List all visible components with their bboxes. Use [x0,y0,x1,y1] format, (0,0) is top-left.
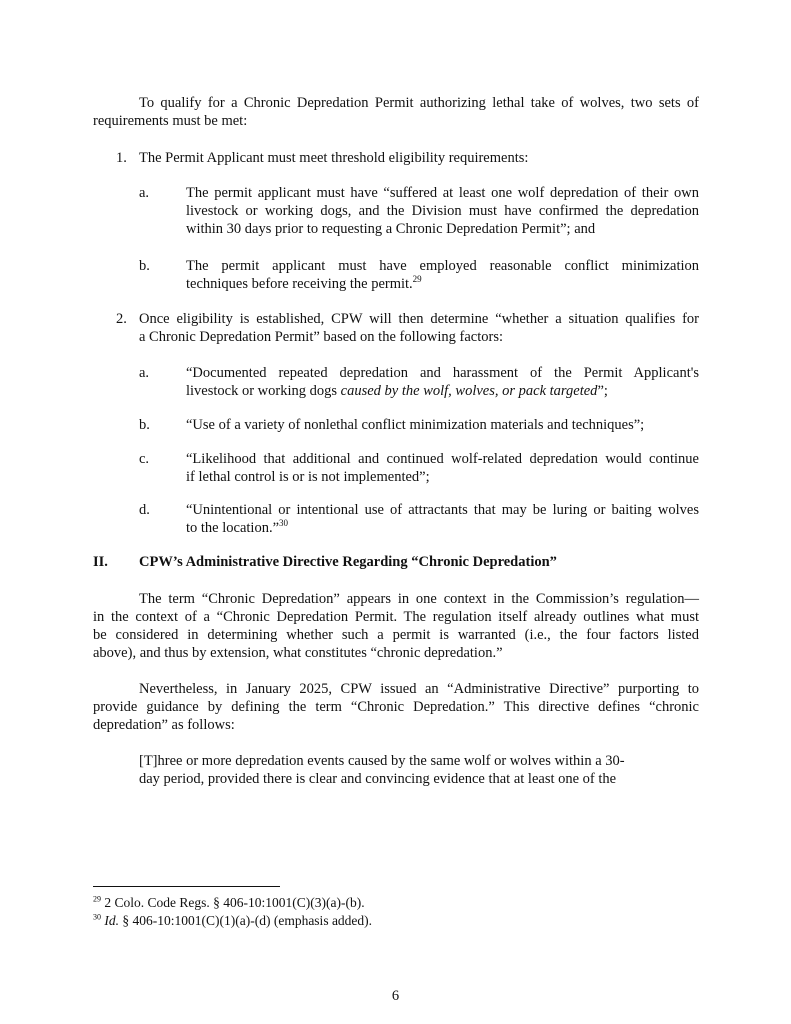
item2-line-2: a Chronic Depredation Permit” based on the following factors: [139,329,504,345]
para2-line-2: provide guidance by defining the term “Chronic Depredation.” This directive defines “chronic [93,699,699,715]
page-number: 6 [391,988,400,1004]
item1-b-line-1: The permit applicant must have employed reasonable conflict minimization [186,258,699,274]
item2-d-line-1: “Unintentional or intentional use of attractants that may be luring or baiting wolves [186,502,699,518]
item2-d-line-2 [186,519,288,537]
item1-a-line-1: The permit applicant must have “suffered at least one wolf depredation of their own [186,185,699,201]
footnote-30-italic: Id. [104,913,119,928]
item2-a-letter: a. [139,365,150,381]
para1-line-4: above), and thus by extension, what constitutes “chronic depredation.” [93,645,503,661]
item2-d-line-2-text: to the location.” [186,520,280,536]
footnote-ref-29[interactable]: 29 [412,274,422,285]
item1-a-line-2: livestock or working dogs, and the Division must have confirmed the depredation [186,203,699,219]
item2-a-line-2-end: ”; [597,383,608,399]
item1-a-line-3: within 30 days prior to requesting a Chronic Depredation Permit”; and [186,221,596,237]
para1-line-2: in the context of a “Chronic Depredation Permit. The regulation itself already outlines what must [93,609,699,625]
footnote-30-text: § 406-10:1001(C)(1)(a)-(d) (emphasis added). [119,913,373,928]
item2-a-line-2-plain: livestock or working dogs [186,383,341,399]
item2-c-letter: c. [139,451,150,467]
item2-b-letter: b. [139,417,150,433]
item1-text: The Permit Applicant must meet threshold eligibility requirements: [139,150,529,166]
item1-a-letter: a. [139,185,150,201]
para1-line-3: be considered in determining whether such a permit is warranted (i.e., the four factors listed [93,627,699,643]
section-heading: CPW’s Administrative Directive Regarding “Chronic Depredation” [139,554,557,570]
item2-a-line-2-italic: caused by the wolf, wolves, or pack targeted [340,383,598,399]
item1-b-line-2 [186,275,422,293]
item2-c-line-2: if lethal control is or is not implemented”; [186,469,430,485]
quote-line-2: day period, provided there is clear and convincing evidence that at least one of the [139,771,617,787]
intro-line-1: To qualify for a Chronic Depredation Permit authorizing lethal take of wolves, two sets of [139,95,699,111]
item2-a-line-2 [186,382,608,400]
item2-c-line-1: “Likelihood that additional and continued wolf-related depredation would continue [186,451,699,467]
section-number: II. [93,554,108,570]
quote-line-1: [T]hree or more depredation events caused by the same wolf or wolves within a 30- [139,753,625,769]
item2-a-line-1: “Documented repeated depredation and harassment of the Permit Applicant's [186,365,699,381]
footnote-29-mark: 29 [93,894,101,904]
item1-b-letter: b. [139,258,150,274]
footnote-divider [93,886,280,887]
para2-line-3: depredation” as follows: [93,717,235,733]
item2-line-1: Once eligibility is established, CPW will then determine “whether a situation qualifies for [139,311,699,327]
para2-line-1: Nevertheless, in January 2025, CPW issued an “Administrative Directive” purporting to [139,681,699,697]
footnote-29 [93,894,365,912]
footnote-30 [93,912,372,930]
footnote-29-text: 2 Colo. Code Regs. § 406-10:1001(C)(3)(a)-(b). [101,895,365,910]
item2-d-letter: d. [139,502,150,518]
footnote-ref-30[interactable]: 30 [279,518,289,529]
intro-line-2: requirements must be met: [93,113,248,129]
item1-b-line-2-text: techniques before receiving the permit. [186,276,413,292]
list-number-1: 1. [116,150,127,166]
footnote-30-mark: 30 [93,912,101,922]
list-number-2: 2. [116,311,127,327]
item2-b-line-1: “Use of a variety of nonlethal conflict minimization materials and techniques”; [186,417,645,433]
para1-line-1: The term “Chronic Depredation” appears in one context in the Commission’s regulation— [139,591,699,607]
